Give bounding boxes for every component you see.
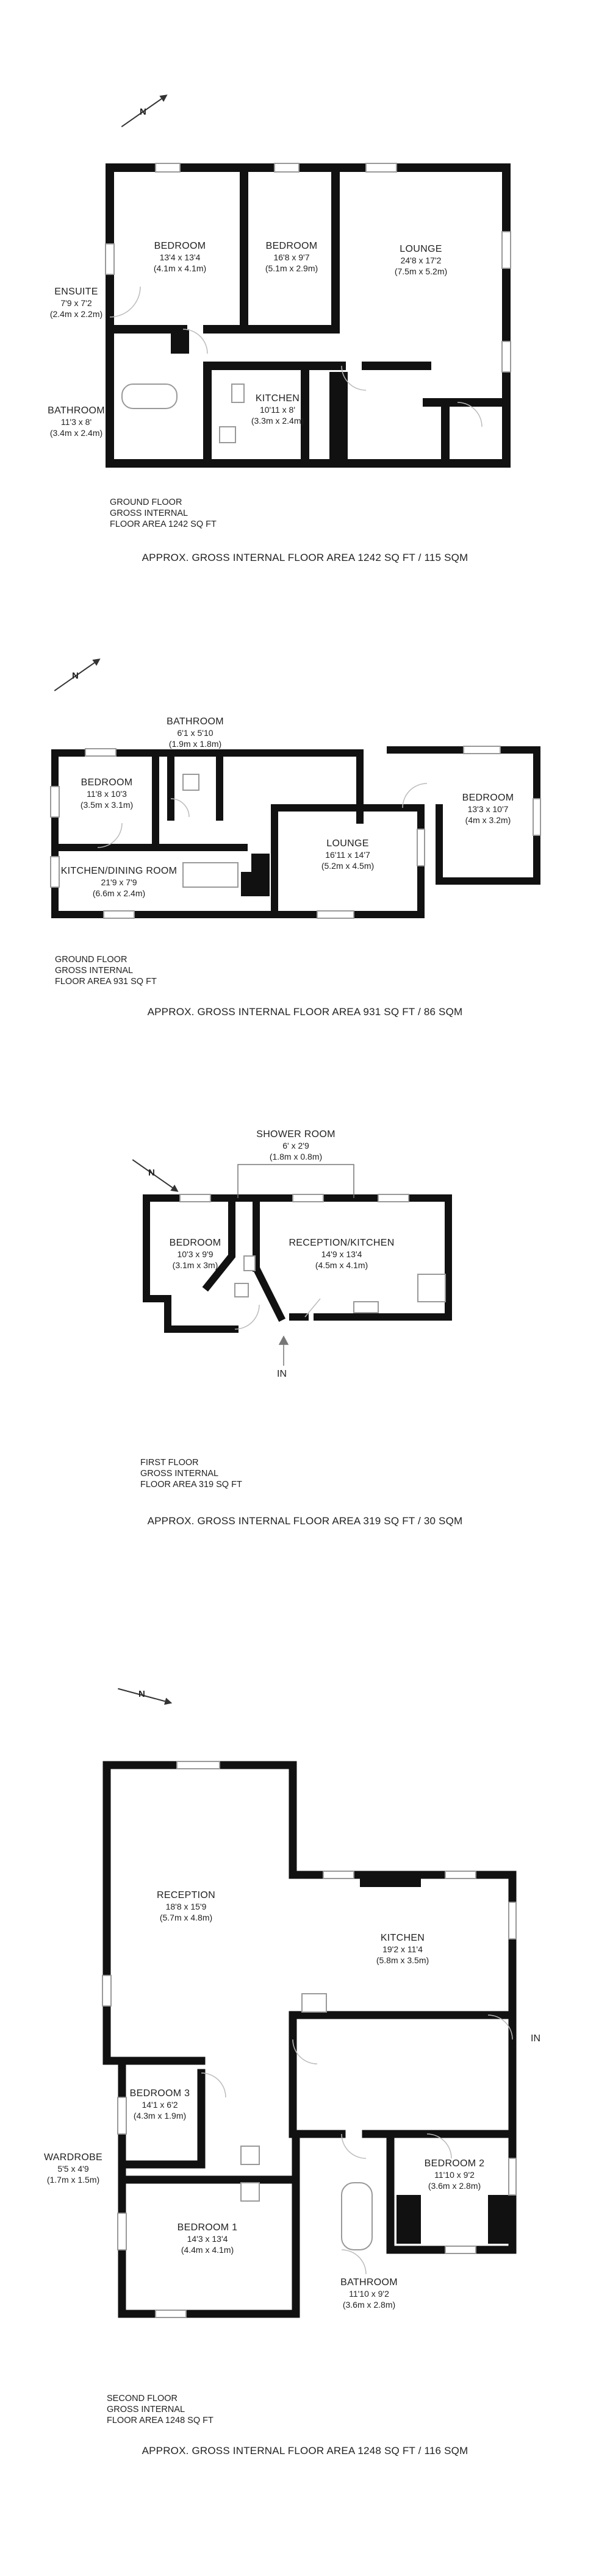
room-label-reception-kitchen: RECEPTION/KITCHEN 14'9 x 13'4 (4.5m x 4.1m)	[289, 1238, 395, 1270]
approx-area: APPROX. GROSS INTERNAL FLOOR AREA 1242 SQ FT / 115 SQM	[142, 552, 468, 563]
floor-plan-3	[0, 1110, 610, 1610]
room-label-reception: RECEPTION 18'8 x 15'9 (5.7m x 4.8m)	[156, 1890, 216, 1922]
compass-arrow-icon	[131, 1157, 181, 1195]
floor-plan-4-drawing	[0, 1634, 610, 2576]
room-label-kitchen-dining: KITCHEN/DINING ROOM 21'9 x 7'9 (6.6m x 2.4m)	[60, 866, 178, 898]
room-label-bedroom-2: BEDROOM 13'3 x 10'7 (4m x 3.2m)	[462, 793, 514, 825]
floor-plan-2	[0, 622, 610, 1085]
room-label-lounge: LOUNGE 24'8 x 17'2 (7.5m x 5.2m)	[394, 244, 448, 276]
floor-area-note: SECOND FLOOR GROSS INTERNAL FLOOR AREA 1248 SQ FT	[107, 2394, 214, 2425]
floor-plan-3-drawing	[0, 1110, 610, 1610]
room-label-bathroom: BATHROOM 11'10 x 9'2 (3.6m x 2.8m)	[340, 2277, 398, 2310]
room-label-bedroom: BEDROOM 10'3 x 9'9 (3.1m x 3m)	[169, 1238, 221, 1270]
room-label-bedroom-2: BEDROOM 2 11'10 x 9'2 (3.6m x 2.8m)	[424, 2158, 485, 2191]
entrance-label: IN	[277, 1369, 287, 1379]
north-label: N	[148, 1168, 155, 1178]
floor-area-note: GROUND FLOOR GROSS INTERNAL FLOOR AREA 1242 SQ FT	[110, 498, 217, 529]
entrance-label: IN	[531, 2033, 540, 2044]
room-label-kitchen: KITCHEN 10'11 x 8' (3.3m x 2.4m)	[251, 393, 304, 426]
room-label-bathroom: BATHROOM 11'3 x 8' (3.4m x 2.4m)	[48, 405, 105, 438]
floor-area-note: FIRST FLOOR GROSS INTERNAL FLOOR AREA 319 SQ FT	[140, 1458, 242, 1490]
floor-area-note: GROUND FLOOR GROSS INTERNAL FLOOR AREA 931 SQ FT	[55, 955, 157, 987]
room-label-ensuite: ENSUITE 7'9 x 7'2 (2.4m x 2.2m)	[49, 287, 103, 319]
room-label-bedroom: BEDROOM 11'8 x 10'3 (3.5m x 3.1m)	[80, 777, 134, 810]
floor-plan-1	[0, 0, 610, 585]
room-label-bathroom: BATHROOM 6'1 x 5'10 (1.9m x 1.8m)	[167, 716, 224, 749]
approx-area: APPROX. GROSS INTERNAL FLOOR AREA 931 SQ FT / 86 SQM	[147, 1006, 463, 1018]
north-label: N	[72, 671, 79, 681]
room-label-wardrobe: WARDROBE 5'5 x 4'9 (1.7m x 1.5m)	[43, 2152, 103, 2185]
room-label-bedroom-2: BEDROOM 16'8 x 9'7 (5.1m x 2.9m)	[265, 241, 318, 273]
north-label: N	[138, 1689, 145, 1699]
room-label-kitchen: KITCHEN 19'2 x 11'4 (5.8m x 3.5m)	[376, 1933, 429, 1965]
north-label: N	[140, 107, 146, 117]
approx-area: APPROX. GROSS INTERNAL FLOOR AREA 319 SQ FT / 30 SQM	[147, 1515, 463, 1527]
room-label-bedroom-3: BEDROOM 3 14'1 x 6'2 (4.3m x 1.9m)	[129, 2088, 190, 2121]
approx-area: APPROX. GROSS INTERNAL FLOOR AREA 1248 SQ FT / 116 SQM	[142, 2445, 468, 2456]
room-label-bedroom: BEDROOM 13'4 x 13'4 (4.1m x 4.1m)	[153, 241, 207, 273]
floor-plan-4	[0, 1634, 610, 2576]
room-label-lounge: LOUNGE 16'11 x 14'7 (5.2m x 4.5m)	[321, 838, 375, 871]
room-label-shower-room: SHOWER ROOM 6' x 2'9 (1.8m x 0.8m)	[256, 1129, 336, 1161]
room-label-bedroom-1: BEDROOM 1 14'3 x 13'4 (4.4m x 4.1m)	[177, 2222, 238, 2255]
